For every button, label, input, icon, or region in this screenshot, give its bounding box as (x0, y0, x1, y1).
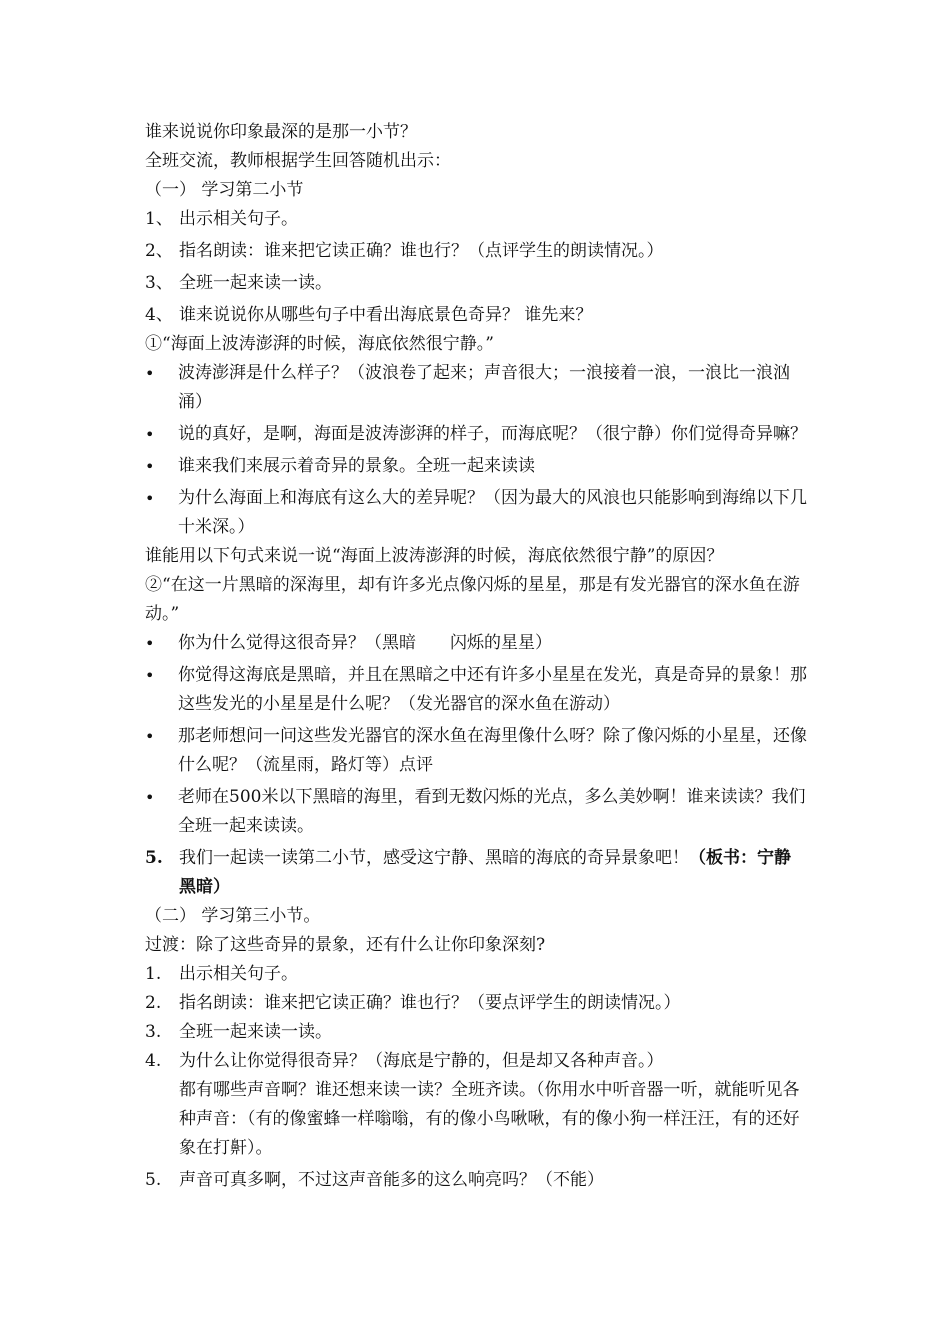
bullet-icon: • (145, 457, 155, 476)
step-text: 指名朗读：谁来把它读正确？谁也行？（点评学生的朗读情况。） (179, 241, 664, 261)
quote-2: ②“在这一片黑暗的深海里，却有许多光点像闪烁的星星，那是有发光器官的深水鱼在游动。” (145, 575, 800, 624)
transition-line: 过渡：除了这些奇异的景象，还有什么让你印象深刻? (145, 935, 546, 955)
bullet-item (145, 629, 810, 658)
section-2-heading: （二） 学习第三小节。 (145, 906, 321, 926)
bullet-item (145, 661, 810, 719)
quote-1: ①“海面上波涛澎湃的时候，海底依然很宁静。” (145, 334, 494, 354)
step-number: 1、 (145, 209, 173, 229)
bullet-text: 谁来我们来展示着奇异的景象。全班一起来读读 (178, 456, 535, 476)
step-text (179, 844, 825, 902)
bullet-icon: • (145, 364, 155, 383)
step-text: 声音可真多啊，不过这声音能多的这么响亮吗？（不能） (179, 1170, 604, 1190)
bullet-item (145, 420, 810, 449)
step-number: 2、 (145, 241, 173, 261)
step-number: 1. (145, 964, 162, 984)
bullet-text: 为什么海面上和海底有这么大的差异呢？（因为最大的风浪也只能影响到海绵以下几十米深。） (178, 488, 807, 537)
section-2-step-1 (145, 960, 810, 989)
section-1-step-5 (145, 844, 825, 902)
step-number: 4、 (145, 305, 173, 325)
sentence-pattern-prompt: 谁能用以下句式来说一说“海面上波涛澎湃的时候，海底依然很宁静”的原因？ (145, 546, 724, 566)
section-1-step-4 (145, 301, 810, 330)
section-1-step-2 (145, 237, 810, 266)
bullet-text: 波涛澎湃是什么样子？（波浪卷了起来；声音很大；一浪接着一浪，一浪比一浪汹涌） (178, 363, 790, 412)
intro-line-1: 谁来说说你印象最深的是那一小节？ (145, 122, 417, 142)
bullet-icon: • (145, 788, 155, 807)
step-5-text: 我们一起读一读第二小节，感受这宁静、黑暗的海底的奇异景象吧！ (179, 848, 689, 868)
section-2-step-5 (145, 1166, 810, 1195)
bullet-icon: • (145, 666, 155, 685)
step-text: 指名朗读：谁来把它读正确？谁也行？（要点评学生的朗读情况。） (179, 993, 681, 1013)
bullet-item (145, 783, 810, 841)
bullet-text: 老师在500米以下黑暗的海里，看到无数闪烁的光点，多么美妙啊！谁来读读？我们全班一起来读读。 (178, 787, 806, 836)
step-text: 出示相关句子。 (179, 209, 298, 229)
step-4-detail: 都有哪些声音啊？谁还想来读一读？全班齐读。（你用水中听音器一听，就能听见各种声音：（有的像蜜蜂一样嗡嗡，有的像小鸟啾啾，有的像小狗一样汪汪，有的还好象在打鼾）。 (179, 1080, 800, 1158)
step-number: 5. (145, 848, 163, 868)
bullet-item (145, 722, 810, 780)
bullet-text: 你为什么觉得这很奇异？（黑暗 闪烁的星星） (178, 633, 552, 653)
bullet-item (145, 484, 810, 542)
step-text: 为什么让你觉得很奇异？（海底是宁静的，但是却又各种声音。） (179, 1051, 664, 1071)
section-2-step-4 (145, 1047, 810, 1076)
bullet-icon: • (145, 425, 155, 444)
section-1-heading: （一） 学习第二小节 (145, 180, 304, 200)
bullet-item (145, 452, 810, 481)
step-number: 4. (145, 1051, 162, 1071)
step-text: 全班一起来读一读。 (179, 273, 332, 293)
step-number: 3. (145, 1022, 162, 1042)
section-2-step-3 (145, 1018, 810, 1047)
section-1-step-3 (145, 269, 810, 298)
bullet-text: 那老师想问一问这些发光器官的深水鱼在海里像什么呀？除了像闪烁的小星星，还像什么呢？（流星雨，路灯等）点评 (178, 726, 807, 775)
step-text: 全班一起来读一读。 (179, 1022, 332, 1042)
section-1-step-1 (145, 205, 810, 234)
bullet-text: 说的真好，是啊，海面是波涛澎湃的样子，而海底呢？（很宁静）你们觉得奇异嘛？ (178, 424, 807, 444)
step-number: 2. (145, 993, 162, 1013)
board-note: （板书：宁静 黑暗） (179, 848, 825, 897)
section-2-step-2 (145, 989, 810, 1018)
step-number: 3、 (145, 273, 173, 293)
bullet-icon: • (145, 634, 155, 653)
step-number: 5. (145, 1170, 162, 1190)
step-text: 谁来说说你从哪些句子中看出海底景色奇异？ 谁先来？ (179, 305, 593, 325)
bullet-item (145, 359, 810, 417)
bullet-text: 你觉得这海底是黑暗，并且在黑暗之中还有许多小星星在发光，真是奇异的景象！那这些发光的小星星是什么呢？（发光器官的深水鱼在游动） (178, 665, 807, 714)
bullet-icon: • (145, 727, 155, 746)
step-text: 出示相关句子。 (179, 964, 298, 984)
intro-line-2: 全班交流，教师根据学生回答随机出示： (145, 151, 451, 171)
bullet-icon: • (145, 489, 155, 508)
document-page (145, 118, 825, 1195)
